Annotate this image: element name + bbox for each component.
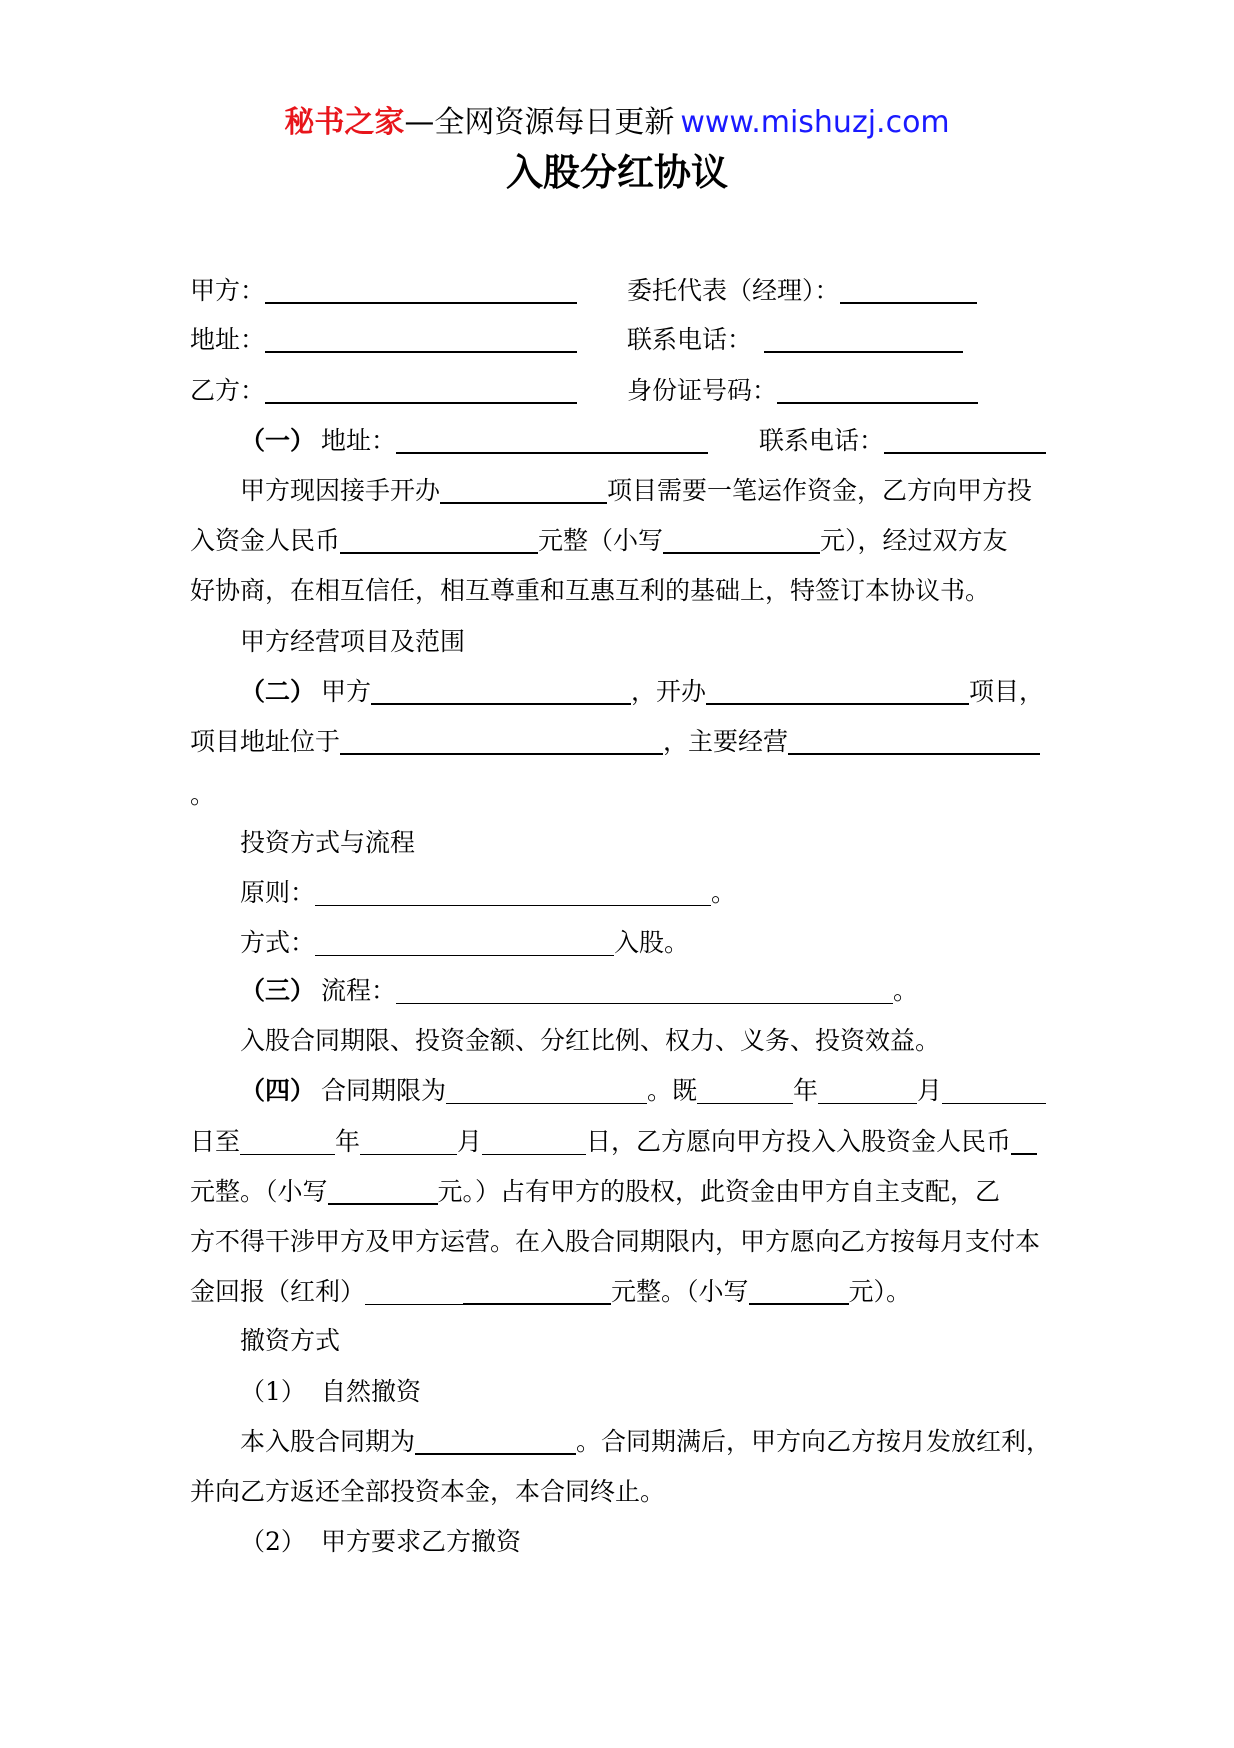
investment-amount-words-blank <box>340 532 538 554</box>
clause-4-number: （四） <box>240 1076 316 1105</box>
preamble-text: 甲方现因接手开办 <box>240 476 441 505</box>
business-scope-line-1 <box>240 677 1044 707</box>
item-title: 甲方要求乙方撤资 <box>321 1527 522 1556</box>
clause-text: 甲方 <box>321 677 372 706</box>
clause-text: 年 <box>793 1076 819 1105</box>
party-a-phone-label: 联系电话： <box>627 325 753 354</box>
contract-period-blank <box>415 1433 576 1455</box>
clause-1-address-label: 地址： <box>321 426 397 455</box>
natural-withdrawal-line-2 <box>190 1477 665 1507</box>
preamble-line-1 <box>240 476 1032 506</box>
natural-withdrawal-line-1 <box>240 1427 1051 1457</box>
party-b-name-blank <box>265 382 577 404</box>
clause-text: 金回报（红利） <box>190 1277 366 1306</box>
party-b-id-blank <box>777 382 978 404</box>
clause-text: 月 <box>917 1076 943 1105</box>
clause-text: 日，乙方愿向甲方投入入股资金人民币 <box>586 1127 1012 1156</box>
clause-1-phone-row <box>759 426 1046 456</box>
representative-blank <box>840 282 977 304</box>
method-blank <box>315 935 614 956</box>
clause-text: 日至 <box>190 1127 241 1156</box>
project-name-blank <box>440 482 607 504</box>
method-row <box>240 928 689 958</box>
clause-text: 。既 <box>647 1076 698 1105</box>
main-business-blank <box>788 733 1040 755</box>
clause-text: 年 <box>335 1127 361 1156</box>
preamble-line-2 <box>190 526 1008 556</box>
end-day-blank <box>482 1134 586 1155</box>
party-a-phone-blank <box>764 331 963 353</box>
share-capital-words-blank <box>1011 1133 1037 1155</box>
site-url-link[interactable]: www.mishuzj.com <box>680 105 950 140</box>
party-a-name-blank <box>265 282 577 304</box>
header-tagline: —全网资源每日更新 <box>404 105 675 140</box>
business-scope-line-2 <box>190 727 1040 757</box>
clause-1-address-row <box>240 426 708 456</box>
party-b-row <box>190 376 577 406</box>
clause-text: 项目地址位于 <box>190 727 341 756</box>
item-title: 自然撤资 <box>321 1377 422 1406</box>
document-title: 入股分红协议 <box>506 151 728 194</box>
dividend-figures-blank <box>749 1283 849 1305</box>
withdrawal-heading <box>240 1326 340 1356</box>
preamble-text: 好协商，在相互信任，相互尊重和互惠互利的基础上，特签订本协议书。 <box>190 576 991 605</box>
section-heading: 甲方经营项目及范围 <box>240 627 466 656</box>
contract-terms-line-3 <box>190 1177 1000 1207</box>
end-year-blank <box>240 1134 335 1155</box>
clause-text: ，主要经营 <box>663 727 789 756</box>
party-a-phone-row <box>627 325 963 355</box>
process-blank <box>396 983 893 1004</box>
principle-row <box>240 878 736 908</box>
clause-text: 并向乙方返还全部投资本金，本合同终止。 <box>190 1477 666 1506</box>
party-a-row <box>190 276 577 306</box>
preamble-text: 入资金人民币 <box>190 526 341 555</box>
clause-text: 本入股合同期为 <box>240 1427 416 1456</box>
process-label: 流程： <box>321 976 397 1005</box>
principle-label: 原则： <box>240 878 316 907</box>
end-month-blank <box>360 1134 457 1155</box>
clause-text: 。 <box>893 976 919 1005</box>
business-scope-line-3 <box>190 780 215 810</box>
project-address-blank <box>340 733 663 755</box>
clause-text: 元整。（小写 <box>611 1277 749 1306</box>
contract-terms-line-5 <box>190 1277 911 1307</box>
clause-1-address-blank <box>396 432 708 454</box>
party-b-id-row <box>627 376 978 406</box>
investment-amount-figures-blank <box>663 532 820 554</box>
preamble-text: 元整（小写 <box>538 526 664 555</box>
clause-text: ，开办 <box>631 677 707 706</box>
representative-label: 委托代表（经理）： <box>627 276 840 305</box>
clause-text: 。 <box>190 780 216 809</box>
clause-text: 。 <box>711 878 737 907</box>
site-header <box>0 105 1234 141</box>
clause-text: 项目， <box>969 677 1045 706</box>
process-row <box>240 976 918 1006</box>
clause-text: 元）。 <box>848 1277 912 1306</box>
start-month-blank <box>818 1083 917 1104</box>
start-day-blank <box>942 1083 1046 1104</box>
party-a-address-row <box>190 325 577 355</box>
preamble-text: 项目需要一笔运作资金，乙方向甲方投 <box>607 476 1033 505</box>
section-heading: 撤资方式 <box>240 1326 341 1355</box>
clause-text: 。合同期满后，甲方向乙方按月发放红利， <box>576 1427 1052 1456</box>
share-capital-figures-blank <box>328 1183 438 1205</box>
principle-blank <box>315 885 711 906</box>
clause-text: 元整。（小写 <box>190 1177 328 1206</box>
business-scope-heading <box>240 627 465 657</box>
clause-text: 方不得干涉甲方及甲方运营。在入股合同期限内，甲方愿向乙方按每月支付本 <box>190 1227 1041 1256</box>
party-a-blank <box>371 683 631 705</box>
item-1-number: （1） <box>240 1377 306 1406</box>
dividend-words-blank-a <box>365 1284 463 1305</box>
party-b-id-label: 身份证号码： <box>627 376 778 405</box>
item-2-number: （2） <box>240 1527 306 1556</box>
preamble-text: 元），经过双方友 <box>820 526 1008 555</box>
party-a-address-label: 地址： <box>190 325 266 354</box>
clause-text: 入股。 <box>614 928 690 957</box>
brand-name: 秘书之家 <box>284 105 405 140</box>
contract-terms-line-2 <box>190 1127 1037 1157</box>
contract-terms-line-4 <box>190 1227 1040 1257</box>
party-b-label: 乙方： <box>190 376 266 405</box>
clause-1-phone-label: 联系电话： <box>759 426 885 455</box>
natural-withdrawal-title-row <box>240 1377 421 1407</box>
party-a-label: 甲方： <box>190 276 266 305</box>
contract-terms-heading <box>240 1026 940 1056</box>
start-year-blank <box>697 1083 793 1104</box>
clause-text: 月 <box>457 1127 483 1156</box>
section-heading: 投资方式与流程 <box>240 828 416 857</box>
clause-1-phone-blank <box>884 432 1046 454</box>
dividend-words-blank-b <box>463 1283 611 1305</box>
investment-method-heading <box>240 828 415 858</box>
contract-terms-line-1 <box>240 1076 1046 1106</box>
clause-3-number: （三） <box>240 976 316 1005</box>
requested-withdrawal-title-row <box>240 1527 521 1557</box>
clause-text: 元。）占有甲方的股权，此资金由甲方自主支配，乙 <box>437 1177 1001 1206</box>
representative-row <box>627 276 977 306</box>
project-blank <box>706 683 969 705</box>
contract-term-blank <box>446 1083 647 1104</box>
party-a-address-blank <box>265 331 577 353</box>
section-heading: 入股合同期限、投资金额、分红比例、权力、义务、投资效益。 <box>240 1026 941 1055</box>
method-label: 方式： <box>240 928 316 957</box>
preamble-line-3 <box>190 576 990 606</box>
clause-text: 合同期限为 <box>321 1076 447 1105</box>
clause-1-number: （一） <box>240 426 316 455</box>
clause-2-number: （二） <box>240 677 316 706</box>
